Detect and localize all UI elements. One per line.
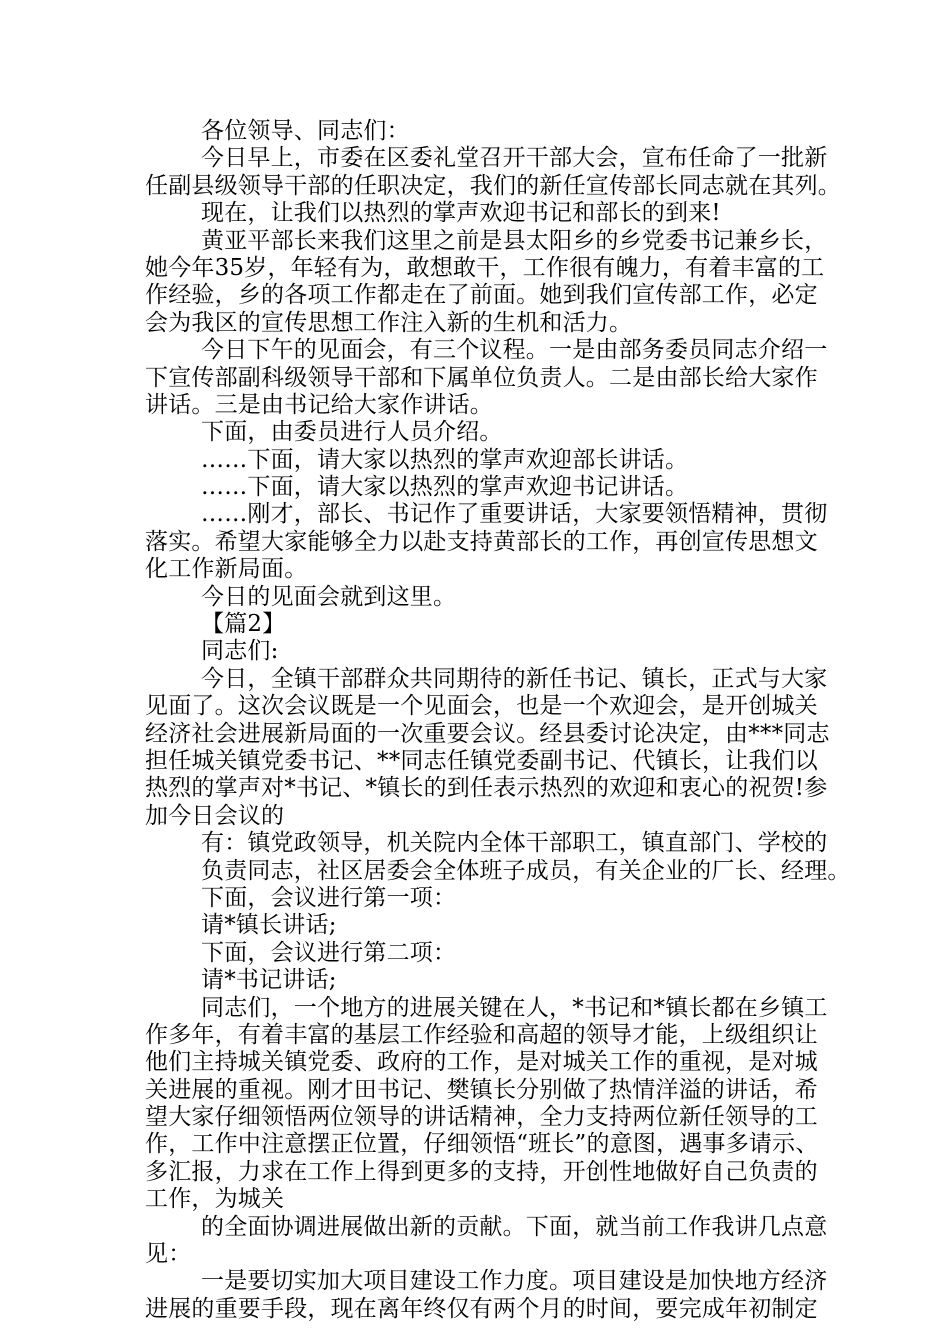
text-line: 请*书记讲话; xyxy=(201,967,337,994)
text-line: 加今日会议的 xyxy=(145,802,285,829)
text-line: 下宣传部副科级领导干部和下属单位负责人。二是由部长给大家作 xyxy=(145,364,818,391)
text-line: 热烈的掌声对*书记、*镇长的到任表示热烈的欢迎和衷心的祝贺!参 xyxy=(145,775,828,802)
text-line: 下面，由委员进行人员介绍。 xyxy=(201,419,503,446)
text-line: 同志们: xyxy=(201,638,279,665)
text-line: 各位领导、同志们： xyxy=(201,118,410,144)
text-line: 化工作新局面。 xyxy=(145,556,308,583)
text-line: ……下面，请大家以热烈的掌声欢迎部长讲话。 xyxy=(201,446,689,473)
text-line: 望大家仔细领悟两位领导的讲话精神，全力支持两位新任领导的工 xyxy=(145,1104,818,1131)
text-line: 落实。希望大家能够全力以赴支持黄部长的工作，再创宣传思想文 xyxy=(145,528,818,555)
text-line: 的全面协调进展做出新的贡献。下面，就当前工作我讲几点意 xyxy=(201,1213,828,1240)
text-line: 请*镇长讲话; xyxy=(201,912,337,939)
text-line: 【篇2】 xyxy=(201,611,286,638)
text-line: 今日早上，市委在区委礼堂召开干部大会，宣布任命了一批新 xyxy=(201,145,828,172)
text-line: 下面，会议进行第一项： xyxy=(201,884,457,911)
text-line: 经济社会进展新局面的一次重要会议。经县委讨论决定，由***同志 xyxy=(145,720,830,747)
text-line: 见： xyxy=(145,1241,192,1268)
text-line: 作经验，乡的各项工作都走在了前面。她到我们宣传部工作，必定 xyxy=(145,282,818,309)
text-line: 作多年，有着丰富的基层工作经验和高超的领导才能，上级组织让 xyxy=(145,1021,818,1048)
text-line: 会为我区的宣传思想工作注入新的生机和活力。 xyxy=(145,309,633,336)
text-line: 黄亚平部长来我们这里之前是县太阳乡的乡党委书记兼乡长， xyxy=(201,227,828,254)
text-line: 今日下午的见面会，有三个议程。一是由部务委员同志介绍一 xyxy=(201,337,828,364)
text-line: 一是要切实加大项目建设工作力度。项目建设是加快地方经济 xyxy=(201,1268,828,1295)
text-line: 下面，会议进行第二项： xyxy=(201,939,457,966)
text-line: 关进展的重视。刚才田书记、樊镇长分别做了热情洋溢的讲话，希 xyxy=(145,1076,818,1103)
text-line: 讲话。三是由书记给大家作讲话。 xyxy=(145,391,493,418)
text-line: 见面了。这次会议既是一个见面会，也是一个欢迎会，是开创城关 xyxy=(145,693,818,720)
text-line: 多汇报，力求在工作上得到更多的支持，开创性地做好自己负责的 xyxy=(145,1158,818,1185)
text-line: 担任城关镇党委书记、**同志任镇党委副书记、代镇长，让我们以 xyxy=(145,747,818,774)
document-body xyxy=(145,118,851,1323)
text-line: 工作，为城关 xyxy=(145,1186,285,1213)
text-line: 有：镇党政领导，机关院内全体干部职工，镇直部门、学校的 xyxy=(201,830,828,857)
text-line: 任副县级领导干部的任职决定，我们的新任宣传部长同志就在其列。 xyxy=(145,172,841,199)
text-line: ……刚才，部长、书记作了重要讲话，大家要领悟精神，贯彻 xyxy=(201,501,828,528)
text-line: 她今年35岁，年轻有为，敢想敢干，工作很有魄力，有着丰富的工 xyxy=(145,254,825,281)
text-line: 进展的重要手段，现在离年终仅有两个月的时间，要完成年初制定 xyxy=(145,1295,818,1322)
text-line: 他们主持城关镇党委、政府的工作，是对城关工作的重视，是对城 xyxy=(145,1049,818,1076)
text-line: ……下面，请大家以热烈的掌声欢迎书记讲话。 xyxy=(201,474,689,501)
text-line: 同志们，一个地方的进展关键在人，*书记和*镇长都在乡镇工 xyxy=(201,994,828,1021)
text-line: 现在，让我们以热烈的掌声欢迎书记和部长的到来! xyxy=(201,200,721,227)
text-line: 负责同志，社区居委会全体班子成员，有关企业的厂长、经理。 xyxy=(201,857,851,884)
text-line: 今日，全镇干部群众共同期待的新任书记、镇长，正式与大家 xyxy=(201,665,828,692)
text-line: 今日的见面会就到这里。 xyxy=(201,583,457,610)
text-line: 作，工作中注意摆正位置，仔细领悟“班长”的意图，遇事多请示、 xyxy=(145,1131,819,1158)
